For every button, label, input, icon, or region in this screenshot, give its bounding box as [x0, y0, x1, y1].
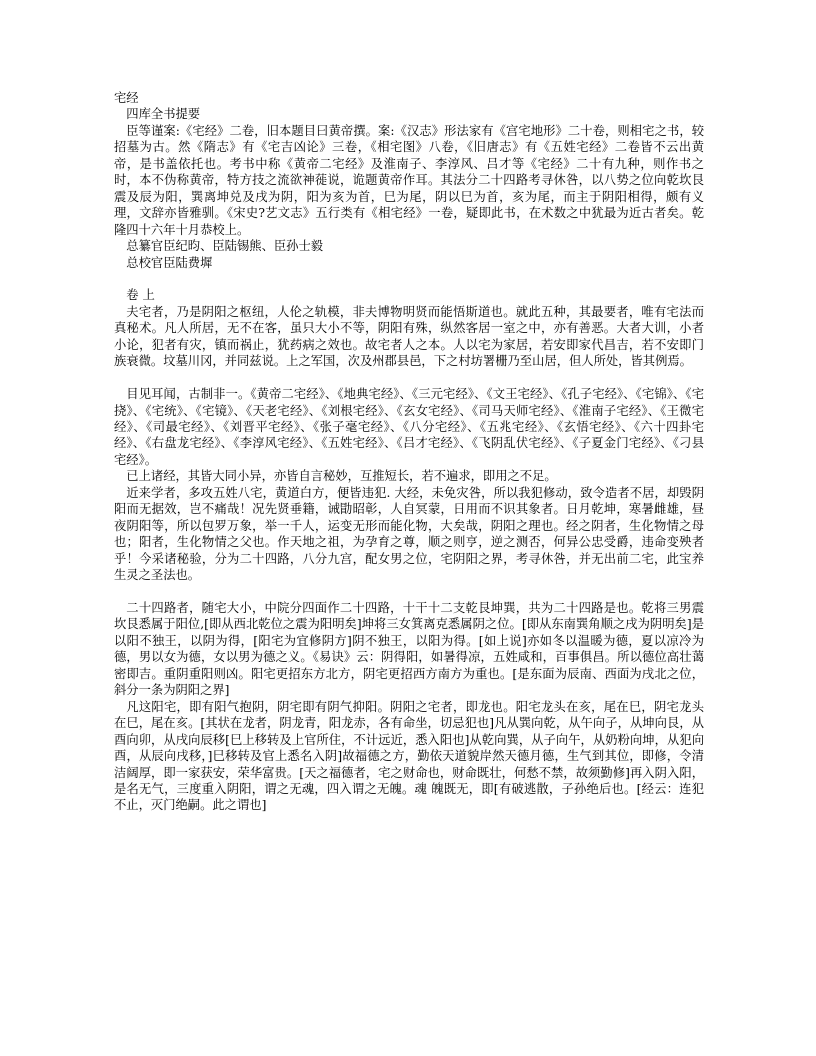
doc-title: 宅经 [114, 91, 139, 105]
document-text-body [114, 90, 704, 814]
paragraph-spacer [114, 584, 704, 600]
section-heading-volume-upper: 卷 上 [126, 288, 155, 303]
paragraph-spacer [114, 271, 704, 287]
paragraph-yishang-zhujing: 已上诸经，其皆大同小异，亦皆自言秘妙，互推短长，若不遍求，即用之不足。 [126, 469, 557, 484]
paragraph-chief-compilers: 总纂官臣纪昀、臣陆锡熊、臣孙士毅 [126, 239, 324, 254]
paragraph-imperial-editors-note: 臣等谨案:《宅经》二卷，旧本题目曰黄帝撰。案:《汉志》形法家有《宫宅地形》二十卷，则相宅之书，较招墓为古。然《隋志》有《宅吉凶论》三卷，《相宅图》八卷，《旧唐志》有《五姓宅经》二卷皆不云出黄帝，是书盖依托也。考书中称《黄帝二宅经》及淮南子、李淳风、吕才等《宅经》二十有九种，则作书之时，本不伪称黄帝，特方技之流欲神蓰说，诡题黄帝作耳。其法分二十四路考寻休咎，以八势之位向乾坎艮震及辰为阳，巽离坤兑及戌为阴，阳为亥为首，巳为尾，阴以巳为首，亥为尾，而主于阴阳相得，颇有义理，文辞亦皆雅驯。《宋史?艺文志》五行类有《相宅经》一卷，疑即此书，在术数之中犹最为近古者矣。乾隆四十六年十月恭校上。 [114, 123, 704, 237]
paragraph-twenty-four-roads: 二十四路者，随宅大小，中院分四面作二十四路，十干十二支乾艮坤巽，共为二十四路是也。乾将三男震坎艮悉属于阳位,[即从西北乾位之震为阳明矣]坤将三女箕离克悉属阴之位。[即从东南巽角顺之戌为阴明矣]是以阳不独王，以阴为得，[阳宅为宜修阴方]阴不独王，以阳为得。[如上说]亦如冬以温暖为德，夏以凉冷为德，男以女为德，女以男为德之义。《易诀》云：阴得阳，如暑得凉，五姓咸和，百事俱昌。所以德位高壮蔼密即吉。重阴重阳则凶。阳宅更招东方北方，阴宅更招西方南方为重也。[是东面为辰南、西面为戌北之位，斜分一条为阴阳之界] [114, 601, 704, 698]
paragraph-chief-proofreader: 总校官臣陆费墀 [126, 255, 213, 270]
paragraph-spacer [114, 370, 704, 386]
paragraph-fu-zhai-zhe: 夫宅者，乃是阴阳之枢纽，人伦之轨模，非夫博物明贤而能悟斯道也。就此五种，其最要者，唯有宅法而真秘术。凡人所居，无不在客，虽只大小不等，阴阳有殊，纵然客居一室之中，亦有善恶。大者大训，小者小论，犯者有灾，镇而祸止，犹药病之效也。故宅者人之本。人以宅为家居，若安即家代昌吉，若不安即门族衰微。坟墓川冈，并同兹说。上之军国，次及州郡县邑，下之村坊署栅乃至山居，但人所处，皆其例焉。 [114, 304, 704, 369]
paragraph-fan-zhe-yangzhai: 凡这阳宅，即有阳气抱阴，阴宅即有阴气抑阳。阴阳之宅者，即龙也。阳宅龙头在亥，尾在巳，阴宅龙头在巳，尾在亥。[其状在龙者，阴龙青，阳龙赤，各有命坐，切忌犯也]凡从巽向乾，从午向子，从坤向艮，从酉向卯，从戌向辰移[巳上移转及上官所住，不计远近，悉入阳也]从乾向巽，从子向午，从奶粉向坤，从犯向酉，从辰向戌移，]巳移转及官上悉名入阴]故福德之方，勤依天道貌岸然天德月德，生气到其位，即修，令清洁阔厚，即一家获安，荣华富贵。[天之福德者，宅之财命也，财命既壮，何愁不禁，故须勤修]再入阴入阳，是名无气，三度重入阴阳，谓之无魂，四入谓之无魄。魂 魄既无，即[有破逃散，子孙绝后也。[经云：连犯不止，灭门绝嗣。此之谓也] [114, 699, 704, 813]
paragraph-jinlai-xuezhe: 近来学者，多攻五姓八宅，黄道白方，便皆违犯. 大经，未免灾咎，所以我犯修动，致令造者不居，却毁阴阳而无据效，岂不痛哉！况先贤垂籍，诫勖昭彰，人自冥蒙，日用而不识其象者。日月乾坤，寒暑雌雄，昼夜阴阳等，所以包罗万象，举一千人，运变无形而能化物，大矣哉，阴阳之理也。经之阴者，生化物情之母也；阳者，生化物情之父也。作天地之祖，为孕育之尊，顺之则亨，逆之测否，何异公忠受爵，违命变殃者乎！今采诸秘验，分为二十四路，八分九宫，配女男之位，宅阴阳之界，考寻休咎，并无出前二宅，此宝养生灵之圣法也。 [114, 485, 704, 583]
paragraph-list-of-zhaijing-classics: 目见耳闻，古制非一。《黄帝二宅经》、《地典宅经》、《三元宅经》、《文王宅经》、《孔子宅经》、《宅锦》、《宅挠》、《宅统》、《宅镜》、《天老宅经》、《刘根宅经》、《玄女宅经》、《司马天师宅经》、《淮南子宅经》、《王微宅经》、《司最宅经》、《刘晋平宅经》、《张子毫宅经》、《八分宅经》、《五兆宅经》、《玄悟宅经》、《六十四卦宅经》、《右盘龙宅经》、《李淳风宅经》、《五姓宅经》、《吕才宅经》、《飞阴乱伏宅经》、《子夏金门宅经》、《刁县宅经》。 [114, 387, 704, 467]
section-heading-siku-quanshu-tiyao: 四库全书提要 [126, 107, 201, 122]
